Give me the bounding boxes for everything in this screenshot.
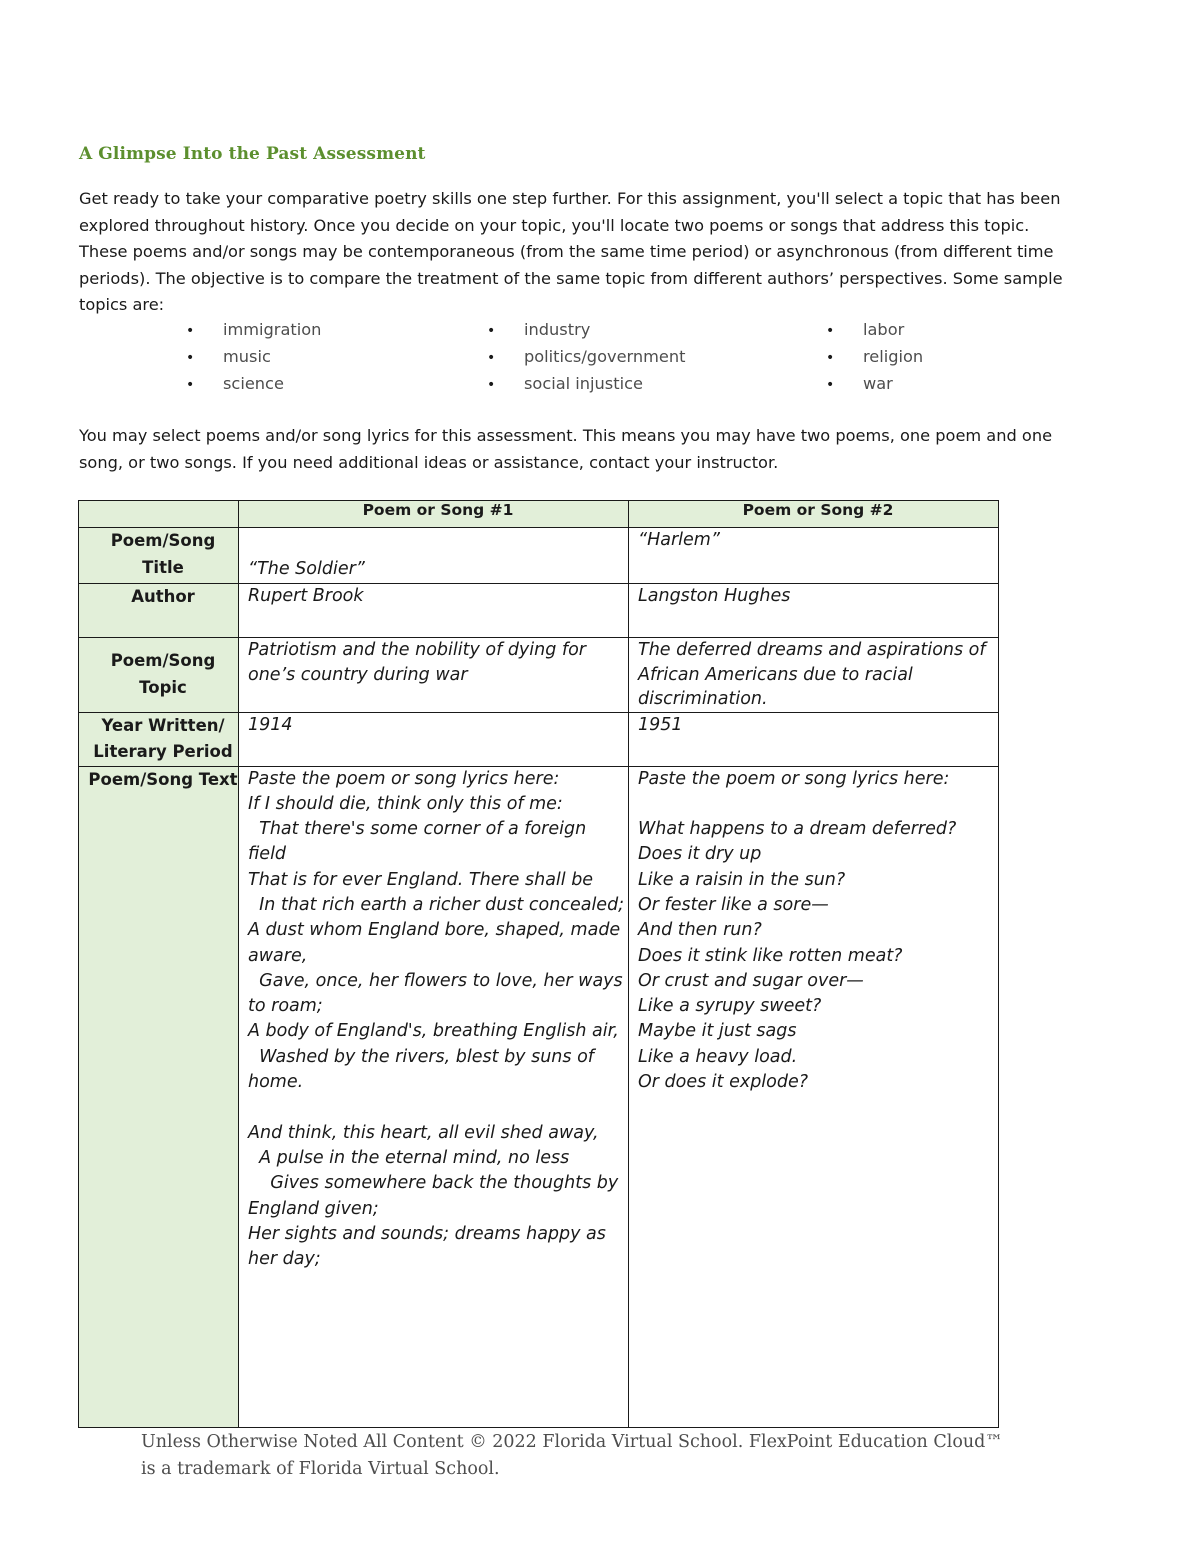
topic-cell-one[interactable]: Patriotism and the nobility of dying for one’s country during war <box>239 638 629 713</box>
topic-label: politics/government <box>524 347 686 366</box>
year-cell-one[interactable]: 1914 <box>239 712 629 766</box>
bullet-icon: • <box>186 377 195 393</box>
poem-line: Does it dry up <box>638 844 762 865</box>
instructions-note: You may select poems and/or song lyrics for this assessment. This means you may have two poems, one poem and one song, or two songs. If you need additional ideas or assistance, contact your instructor. <box>79 426 1053 472</box>
bullet-icon: • <box>487 350 496 366</box>
row-label-year: Year Written/ Literary Period <box>79 712 239 766</box>
bullet-icon: • <box>487 377 496 393</box>
row-label-text: Poem/Song Text <box>79 766 239 1427</box>
list-item <box>487 343 686 370</box>
poem-line: Or crust and sugar over— <box>638 970 864 991</box>
list-item <box>487 370 686 397</box>
poem-line: Or fester like a sore— <box>638 894 829 915</box>
poem-line: A pulse in the eternal mind, no less <box>248 1147 570 1168</box>
topic-label: immigration <box>223 320 322 339</box>
list-item <box>186 316 321 343</box>
bullet-icon: • <box>186 323 195 339</box>
topic-label: religion <box>863 347 924 366</box>
list-item <box>826 316 923 343</box>
poem-line: Paste the poem or song lyrics here: <box>248 768 560 789</box>
poem-text-cell-two[interactable] <box>629 766 999 1427</box>
topics-column-3 <box>826 316 923 397</box>
poem-line: Maybe it just sags <box>638 1021 797 1042</box>
page-title: A Glimpse Into the Past Assessment <box>79 144 426 164</box>
poem-line: In that rich earth a richer dust concealed; <box>248 894 625 915</box>
bullet-icon: • <box>826 377 835 393</box>
poem-line: And then run? <box>638 920 762 941</box>
author-cell-two[interactable]: Langston Hughes <box>629 584 999 638</box>
topic-label: war <box>863 374 893 393</box>
poem-line: Washed by the rivers, blest by suns of home. <box>248 1046 600 1093</box>
title-cell-two[interactable]: “Harlem” <box>629 528 999 584</box>
bullet-icon: • <box>487 323 496 339</box>
intro-paragraph: Get ready to take your comparative poetry skills one step further. For this assignment, you'll select a topic that has been explored throughout history. Once you decide on your topic, you'll locate two poems or songs that address this topic. These poems and/or songs may be contemporaneous (from the same time period) or asynchronous (from different time periods). The objective is to compare the treatment of the same topic from different authors’ perspectives. Some sample topics are: <box>79 189 1063 314</box>
table-header-row <box>79 501 999 528</box>
poem-line: Paste the poem or song lyrics here: <box>638 768 950 789</box>
row-label-title: Poem/Song Title <box>79 528 239 584</box>
list-item <box>186 343 321 370</box>
list-item <box>826 343 923 370</box>
topic-cell-two[interactable]: The deferred dreams and aspirations of African Americans due to racial discrimination. <box>629 638 999 713</box>
table-row-author <box>79 584 999 638</box>
poem-line: Gave, once, her flowers to love, her ways to roam; <box>248 970 629 1017</box>
table-row-topic <box>79 638 999 713</box>
list-item <box>487 316 686 343</box>
year-cell-two[interactable]: 1951 <box>629 712 999 766</box>
poem-line: A dust whom England bore, shaped, made aware, <box>248 920 626 966</box>
topics-column-2 <box>487 316 686 397</box>
topic-label: industry <box>524 320 591 339</box>
row-label-topic: Poem/Song Topic <box>79 638 239 713</box>
poem-line: Like a heavy load. <box>638 1046 798 1067</box>
poem-line: A body of England's, breathing English air, <box>248 1021 619 1042</box>
topic-label: labor <box>863 320 905 339</box>
poem-line: What happens to a dream deferred? <box>638 819 957 840</box>
poem-line: Like a syrupy sweet? <box>638 996 822 1017</box>
title-cell-one[interactable]: “The Soldier” <box>239 528 629 584</box>
list-item <box>826 370 923 397</box>
comparison-table <box>78 500 999 1428</box>
poem-line <box>638 792 998 817</box>
poem-line: Her sights and sounds; dreams happy as her day; <box>248 1223 612 1270</box>
topics-column-1 <box>186 316 321 397</box>
row-label-author: Author <box>79 584 239 638</box>
topic-label: science <box>223 374 284 393</box>
poem-line: If I should die, think only this of me: <box>248 793 563 814</box>
poem-line: Or does it explode? <box>638 1072 809 1093</box>
poem-text-cell-one[interactable] <box>239 766 629 1427</box>
poem-line: Like a raisin in the sun? <box>638 869 846 890</box>
table-row-title <box>79 528 999 584</box>
table-row-text <box>79 766 999 1427</box>
header-poem-two: Poem or Song #2 <box>629 501 999 528</box>
bullet-icon: • <box>826 323 835 339</box>
header-blank-cell <box>79 501 239 528</box>
sample-topics-list <box>0 316 1200 397</box>
poem-line: That is for ever England. There shall be <box>248 869 594 890</box>
poem-line: That there's some corner of a foreign field <box>248 819 592 865</box>
poem-line: Gives somewhere back the thoughts by England given; <box>248 1173 624 1219</box>
poem-line <box>248 1095 628 1120</box>
list-item <box>186 370 321 397</box>
copyright-footer: Unless Otherwise Noted All Content © 2022 Florida Virtual School. FlexPoint Education Cloud™ is a trademark of Florida Virtual School. <box>141 1432 1003 1479</box>
topic-label: music <box>223 347 271 366</box>
poem-line: And think, this heart, all evil shed away, <box>248 1122 599 1143</box>
bullet-icon: • <box>826 350 835 366</box>
author-cell-one[interactable]: Rupert Brook <box>239 584 629 638</box>
topic-label: social injustice <box>524 374 643 393</box>
poem-line: Does it stink like rotten meat? <box>638 945 903 966</box>
table-row-year <box>79 712 999 766</box>
bullet-icon: • <box>186 350 195 366</box>
header-poem-one: Poem or Song #1 <box>239 501 629 528</box>
